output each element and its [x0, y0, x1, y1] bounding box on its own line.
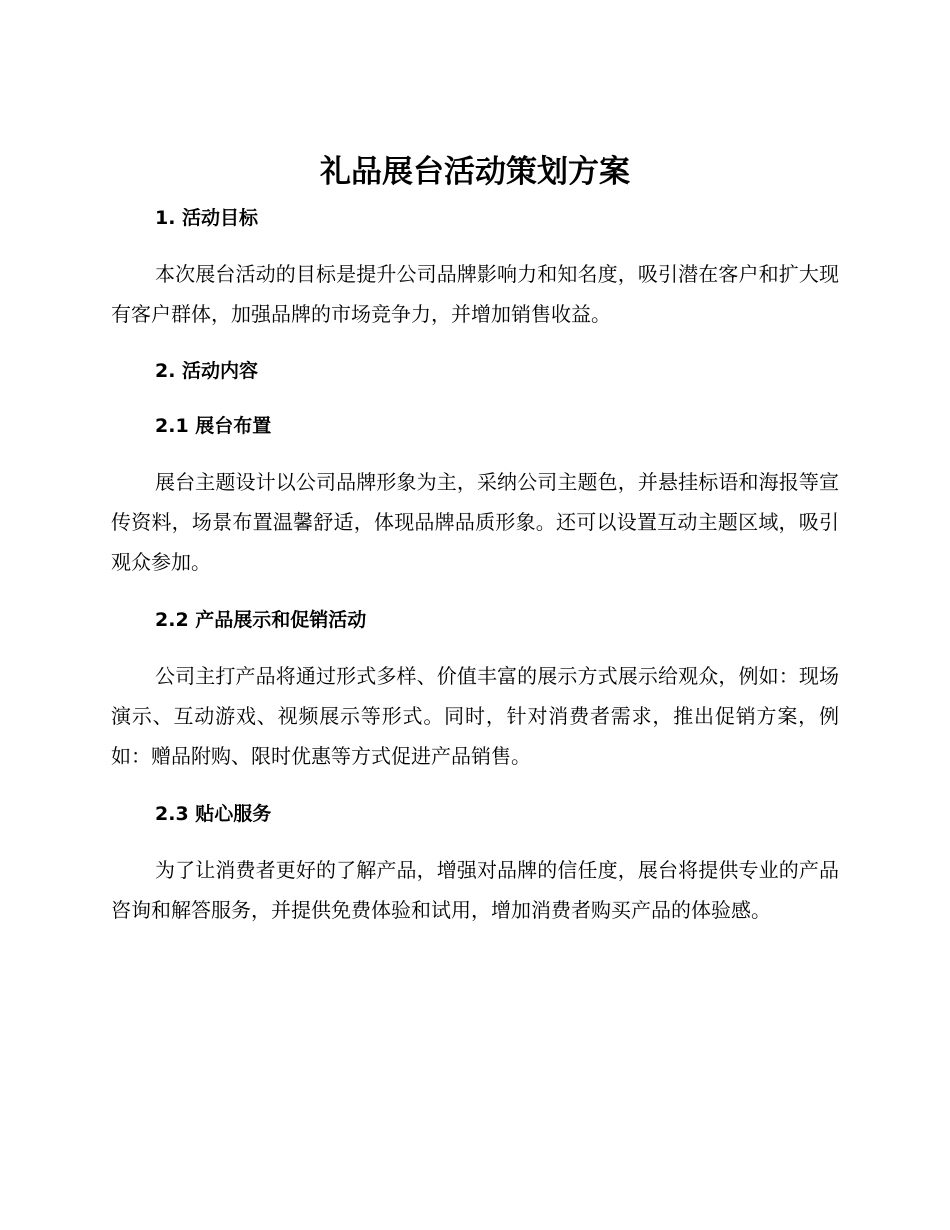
section-paragraph-caring-service: 为了让消费者更好的了解产品，增强对品牌的信任度，展台将提供专业的产品咨询和解答服务，并提供免费体验和试用，增加消费者购买产品的体验感。 [111, 858, 839, 922]
document-title: 礼品展台活动策划方案 [320, 154, 630, 190]
section-heading-caring-service: 2.3 贴心服务 [155, 803, 272, 825]
section-paragraph-booth-layout: 展台主题设计以公司品牌形象为主，采纳公司主题色，并悬挂标语和海报等宣传资料，场景布置温馨舒适，体现品牌品质形象。还可以设置互动主题区域，吸引观众参加。 [111, 470, 839, 574]
section-heading-activity-goal: 1. 活动目标 [155, 207, 259, 229]
section-heading-booth-layout: 2.1 展台布置 [155, 415, 272, 437]
section-paragraph-activity-goal: 本次展台活动的目标是提升公司品牌影响力和知名度，吸引潜在客户和扩大现有客户群体，加强品牌的市场竞争力，并增加销售收益。 [111, 262, 839, 326]
section-heading-product-promotion: 2.2 产品展示和促销活动 [155, 609, 367, 631]
section-paragraph-product-promotion: 公司主打产品将通过形式多样、价值丰富的展示方式展示给观众，例如：现场演示、互动游戏、视频展示等形式。同时，针对消费者需求，推出促销方案，例如：赠品附购、限时优惠等方式促进产品销售。 [111, 664, 839, 768]
section-heading-activity-content: 2. 活动内容 [155, 360, 259, 382]
